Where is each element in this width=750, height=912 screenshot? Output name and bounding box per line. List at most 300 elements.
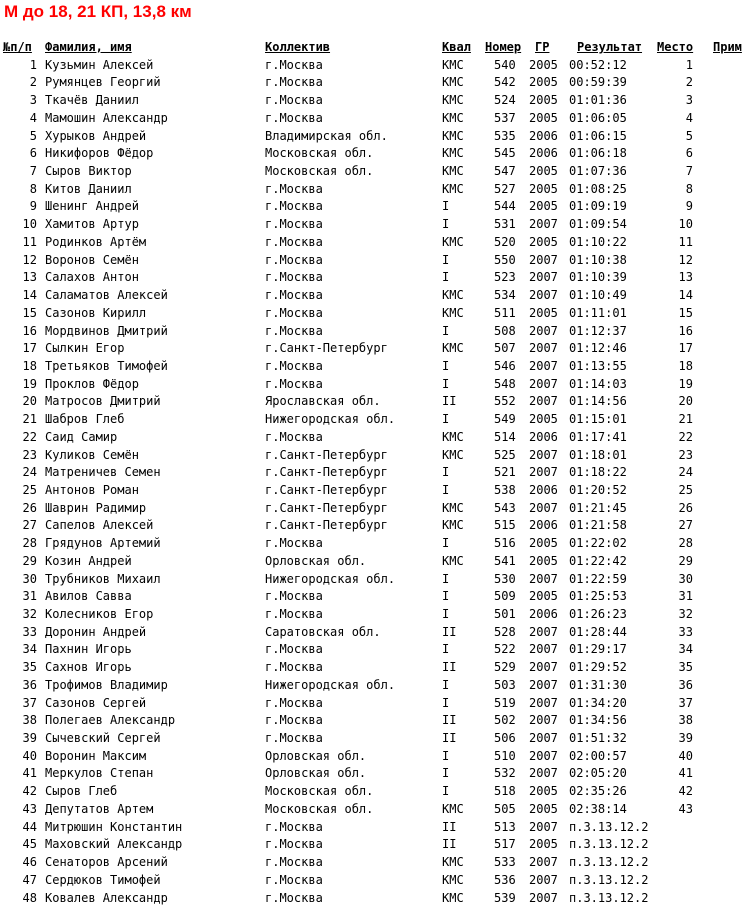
cell-name: Козин Андрей <box>45 553 132 568</box>
cell-club: Ярославская обл. <box>265 394 381 409</box>
cell-rank: КМС <box>442 234 464 249</box>
cell-rank: I <box>442 607 450 621</box>
table-row <box>0 553 750 571</box>
table-row <box>0 606 750 624</box>
cell-name: Ткачёв Даниил <box>45 93 139 108</box>
cell-name: Саламатов Алексей <box>45 288 168 303</box>
cell-num: 39 <box>22 731 37 746</box>
cell-name: Сазонов Кирилл <box>45 305 147 320</box>
cell-place: 15 <box>678 305 693 320</box>
table-row <box>0 535 750 553</box>
cell-bib: 543 <box>494 500 516 515</box>
cell-result: 01:12:46 <box>569 341 627 356</box>
cell-bib: 530 <box>494 571 516 586</box>
cell-result: 01:10:39 <box>569 270 627 285</box>
cell-name: Полегаев Александр <box>45 713 176 728</box>
cell-name: Проклов Фёдор <box>45 376 139 391</box>
cell-rank: КМС <box>442 305 464 320</box>
cell-place: 11 <box>678 234 693 249</box>
cell-bib: 546 <box>494 358 516 373</box>
cell-place: 10 <box>678 217 693 232</box>
cell-year: 2007 <box>529 642 558 657</box>
cell-place: 42 <box>678 784 693 799</box>
table-row <box>0 323 750 341</box>
cell-year: 2005 <box>529 536 558 551</box>
cell-year: 2007 <box>529 677 558 692</box>
cell-result: 01:34:20 <box>569 695 627 710</box>
cell-name: Депутатов Артем <box>45 801 154 816</box>
header-year: ГР <box>535 40 550 54</box>
cell-num: 24 <box>22 465 37 480</box>
table-row <box>0 234 750 252</box>
cell-year: 2007 <box>529 571 558 586</box>
cell-club: Нижегородская обл. <box>265 412 396 427</box>
cell-place: 9 <box>685 199 693 214</box>
cell-place: 22 <box>678 429 693 444</box>
cell-rank: КМС <box>442 93 464 108</box>
cell-result: 01:22:59 <box>569 571 627 586</box>
cell-num: 3 <box>29 93 37 108</box>
cell-rank: КМС <box>442 181 464 196</box>
cell-name: Грядунов Артемий <box>45 536 161 551</box>
cell-result: 01:29:52 <box>569 660 627 675</box>
table-row <box>0 252 750 270</box>
cell-bib: 510 <box>494 748 516 763</box>
cell-rank: II <box>442 394 457 409</box>
cell-bib: 527 <box>494 181 516 196</box>
cell-bib: 540 <box>494 57 516 72</box>
cell-result: 01:26:23 <box>569 607 627 621</box>
cell-name: Хурыков Андрей <box>45 128 147 143</box>
cell-rank: I <box>442 217 450 232</box>
cell-club: г.Москва <box>265 252 323 267</box>
cell-num: 17 <box>22 341 37 356</box>
cell-club: г.Санкт-Петербург <box>265 465 388 480</box>
cell-bib: 505 <box>494 801 516 816</box>
cell-place: 31 <box>678 589 693 604</box>
cell-rank: II <box>442 713 457 728</box>
cell-club: г.Москва <box>265 93 323 108</box>
cell-result: 01:06:15 <box>569 128 627 143</box>
cell-result: 01:07:36 <box>569 164 627 179</box>
cell-bib: 515 <box>494 518 516 533</box>
cell-num: 14 <box>22 288 37 303</box>
table-row <box>0 340 750 358</box>
table-row <box>0 447 750 465</box>
table-row <box>0 571 750 589</box>
cell-club: г.Санкт-Петербург <box>265 482 388 497</box>
table-row <box>0 464 750 482</box>
cell-rank: I <box>442 412 450 427</box>
cell-name: Никифоров Фёдор <box>45 146 154 161</box>
header-rank: Квал <box>442 40 471 54</box>
cell-club: Московская обл. <box>265 801 374 816</box>
cell-num: 41 <box>22 766 37 781</box>
cell-club: г.Москва <box>265 288 323 303</box>
cell-rank: КМС <box>442 75 464 90</box>
cell-club: г.Москва <box>265 305 323 320</box>
cell-name: Матросов Дмитрий <box>45 394 161 409</box>
table-row <box>0 163 750 181</box>
cell-num: 27 <box>22 518 37 533</box>
cell-bib: 502 <box>494 713 516 728</box>
header-name: Фамилия, имя <box>45 40 132 54</box>
cell-num: 42 <box>22 784 37 799</box>
cell-year: 2007 <box>529 358 558 373</box>
cell-year: 2007 <box>529 447 558 462</box>
cell-place: 33 <box>678 624 693 639</box>
cell-bib: 547 <box>494 164 516 179</box>
cell-bib: 548 <box>494 376 516 391</box>
cell-num: 21 <box>22 412 37 427</box>
cell-result: 01:10:38 <box>569 252 627 267</box>
cell-rank: II <box>442 819 457 834</box>
cell-place: 18 <box>678 358 693 373</box>
cell-rank: КМС <box>442 500 464 515</box>
cell-result: 01:31:30 <box>569 677 627 692</box>
cell-rank: КМС <box>442 110 464 125</box>
header-place: Место <box>657 40 694 54</box>
cell-year: 2006 <box>529 518 558 533</box>
cell-name: Румянцев Георгий <box>45 75 161 90</box>
table-row <box>0 376 750 394</box>
cell-result: 02:35:26 <box>569 784 627 799</box>
cell-result: 01:14:03 <box>569 376 627 391</box>
cell-place: 1 <box>685 57 693 72</box>
cell-name: Колесников Егор <box>45 607 154 621</box>
cell-num: 46 <box>22 855 37 870</box>
table-row <box>0 659 750 677</box>
cell-num: 30 <box>22 571 37 586</box>
cell-name: Сапелов Алексей <box>45 518 154 533</box>
cell-year: 2005 <box>529 305 558 320</box>
header-note: Прим <box>713 40 742 54</box>
cell-bib: 507 <box>494 341 516 356</box>
cell-name: Третьяков Тимофей <box>45 358 168 373</box>
cell-club: г.Москва <box>265 217 323 232</box>
table-row <box>0 287 750 305</box>
cell-club: г.Москва <box>265 819 323 834</box>
cell-place: 12 <box>678 252 693 267</box>
cell-year: 2005 <box>529 553 558 568</box>
cell-result: 01:29:17 <box>569 642 627 657</box>
cell-num: 40 <box>22 748 37 763</box>
cell-club: Владимирская обл. <box>265 128 388 143</box>
table-row <box>0 305 750 323</box>
cell-club: г.Санкт-Петербург <box>265 341 388 356</box>
cell-rank: I <box>442 571 450 586</box>
cell-club: г.Москва <box>265 837 323 852</box>
cell-result: 01:21:58 <box>569 518 627 533</box>
cell-year: 2007 <box>529 252 558 267</box>
cell-result: 01:10:49 <box>569 288 627 303</box>
cell-rank: КМС <box>442 855 464 870</box>
cell-year: 2007 <box>529 624 558 639</box>
cell-rank: КМС <box>442 146 464 161</box>
cell-bib: 538 <box>494 482 516 497</box>
table-row <box>0 730 750 748</box>
cell-club: г.Москва <box>265 695 323 710</box>
cell-num: 7 <box>29 164 37 179</box>
cell-year: 2006 <box>529 128 558 143</box>
cell-bib: 518 <box>494 784 516 799</box>
cell-year: 2007 <box>529 695 558 710</box>
cell-place: 17 <box>678 341 693 356</box>
cell-club: г.Москва <box>265 57 323 72</box>
table-row <box>0 145 750 163</box>
cell-club: г.Москва <box>265 358 323 373</box>
cell-rank: I <box>442 695 450 710</box>
cell-rank: I <box>442 465 450 480</box>
cell-place: 29 <box>678 553 693 568</box>
cell-result: 02:00:57 <box>569 748 627 763</box>
cell-club: Московская обл. <box>265 164 374 179</box>
cell-place: 26 <box>678 500 693 515</box>
cell-year: 2005 <box>529 784 558 799</box>
cell-year: 2007 <box>529 731 558 746</box>
table-header <box>0 39 750 57</box>
cell-year: 2007 <box>529 323 558 338</box>
cell-result: 01:14:56 <box>569 394 627 409</box>
cell-name: Пахнин Игорь <box>45 642 132 657</box>
cell-club: Нижегородская обл. <box>265 677 396 692</box>
cell-num: 1 <box>29 57 37 72</box>
cell-result: 01:08:25 <box>569 181 627 196</box>
cell-bib: 514 <box>494 429 516 444</box>
cell-club: Саратовская обл. <box>265 624 381 639</box>
cell-num: 44 <box>22 819 37 834</box>
cell-num: 13 <box>22 270 37 285</box>
cell-name: Меркулов Степан <box>45 766 154 781</box>
table-row <box>0 128 750 146</box>
cell-club: Московская обл. <box>265 784 374 799</box>
cell-result: 01:11:01 <box>569 305 627 320</box>
table-row <box>0 801 750 819</box>
cell-year: 2006 <box>529 146 558 161</box>
table-row <box>0 677 750 695</box>
cell-year: 2007 <box>529 217 558 232</box>
cell-year: 2007 <box>529 341 558 356</box>
cell-result: 01:22:02 <box>569 536 627 551</box>
cell-club: г.Москва <box>265 731 323 746</box>
cell-rank: I <box>442 482 450 497</box>
cell-rank: I <box>442 748 450 763</box>
cell-year: 2007 <box>529 713 558 728</box>
cell-result: 02:05:20 <box>569 766 627 781</box>
cell-club: г.Санкт-Петербург <box>265 447 388 462</box>
table-row <box>0 92 750 110</box>
page-title: М до 18, 21 КП, 13,8 км <box>4 2 192 21</box>
cell-bib: 542 <box>494 75 516 90</box>
header-result: Результат <box>577 40 643 54</box>
table-row <box>0 358 750 376</box>
cell-year: 2005 <box>529 93 558 108</box>
cell-club: г.Москва <box>265 110 323 125</box>
table-body <box>0 57 750 908</box>
cell-bib: 509 <box>494 589 516 604</box>
table-row <box>0 198 750 216</box>
cell-year: 2007 <box>529 855 558 870</box>
cell-year: 2007 <box>529 465 558 480</box>
cell-result: 01:51:32 <box>569 731 627 746</box>
cell-rank: I <box>442 323 450 338</box>
cell-num: 23 <box>22 447 37 462</box>
cell-place: 40 <box>678 748 693 763</box>
cell-year: 2007 <box>529 376 558 391</box>
cell-year: 2005 <box>529 234 558 249</box>
cell-num: 20 <box>22 394 37 409</box>
cell-club: г.Москва <box>265 270 323 285</box>
cell-year: 2007 <box>529 748 558 763</box>
table-row <box>0 588 750 606</box>
cell-result: 01:06:05 <box>569 110 627 125</box>
cell-bib: 521 <box>494 465 516 480</box>
cell-year: 2005 <box>529 589 558 604</box>
cell-club: г.Санкт-Петербург <box>265 500 388 515</box>
cell-bib: 535 <box>494 128 516 143</box>
table-row <box>0 57 750 75</box>
cell-num: 28 <box>22 536 37 551</box>
cell-place: 37 <box>678 695 693 710</box>
cell-club: г.Москва <box>265 855 323 870</box>
cell-rank: II <box>442 660 457 675</box>
table-row <box>0 429 750 447</box>
cell-num: 31 <box>22 589 37 604</box>
cell-bib: 525 <box>494 447 516 462</box>
cell-result: 01:20:52 <box>569 482 627 497</box>
cell-club: г.Москва <box>265 75 323 90</box>
cell-name: Мамошин Александр <box>45 110 168 125</box>
cell-club: г.Москва <box>265 429 323 444</box>
cell-year: 2005 <box>529 837 558 852</box>
cell-bib: 533 <box>494 855 516 870</box>
cell-place: 25 <box>678 482 693 497</box>
cell-result: 01:18:22 <box>569 465 627 480</box>
cell-rank: КМС <box>442 341 464 356</box>
cell-num: 45 <box>22 837 37 852</box>
cell-year: 2005 <box>529 412 558 427</box>
cell-bib: 522 <box>494 642 516 657</box>
table-row <box>0 624 750 642</box>
cell-rank: КМС <box>442 164 464 179</box>
cell-bib: 516 <box>494 536 516 551</box>
table-row <box>0 872 750 890</box>
cell-result: п.3.13.12.2 <box>569 837 649 852</box>
cell-place: 27 <box>678 518 693 533</box>
cell-num: 29 <box>22 553 37 568</box>
table-row <box>0 393 750 411</box>
cell-bib: 503 <box>494 677 516 692</box>
cell-name: Саид Самир <box>45 429 118 444</box>
cell-name: Шенинг Андрей <box>45 199 139 214</box>
cell-rank: КМС <box>442 801 464 816</box>
cell-place: 35 <box>678 660 693 675</box>
cell-result: 01:15:01 <box>569 412 627 427</box>
cell-club: Орловская обл. <box>265 748 367 763</box>
table-row <box>0 748 750 766</box>
cell-bib: 501 <box>494 607 516 621</box>
cell-club: г.Москва <box>265 589 323 604</box>
cell-rank: I <box>442 642 450 657</box>
cell-result: 02:38:14 <box>569 801 627 816</box>
cell-name: Китов Даниил <box>45 181 132 196</box>
cell-name: Хамитов Артур <box>45 217 139 232</box>
cell-result: 01:18:01 <box>569 447 627 462</box>
cell-num: 22 <box>22 429 37 444</box>
cell-bib: 534 <box>494 288 516 303</box>
cell-num: 25 <box>22 482 37 497</box>
cell-year: 2006 <box>529 429 558 444</box>
cell-num: 5 <box>29 128 37 143</box>
cell-rank: КМС <box>442 447 464 462</box>
cell-result: 01:17:41 <box>569 429 627 444</box>
cell-name: Сычевский Сергей <box>45 731 161 746</box>
cell-name: Сердюков Тимофей <box>45 872 161 887</box>
cell-place: 34 <box>678 642 693 657</box>
cell-rank: КМС <box>442 890 464 905</box>
cell-place: 43 <box>678 801 693 816</box>
cell-year: 2007 <box>529 819 558 834</box>
cell-result: 00:59:39 <box>569 75 627 90</box>
header-club: Коллектив <box>265 40 331 54</box>
cell-rank: II <box>442 624 457 639</box>
cell-name: Трофимов Владимир <box>45 677 168 692</box>
cell-rank: КМС <box>442 57 464 72</box>
cell-club: г.Москва <box>265 234 323 249</box>
cell-place: 19 <box>678 376 693 391</box>
cell-year: 2005 <box>529 164 558 179</box>
cell-name: Сыров Глеб <box>45 784 118 799</box>
cell-result: 01:06:18 <box>569 146 627 161</box>
cell-year: 2007 <box>529 270 558 285</box>
cell-club: г.Москва <box>265 536 323 551</box>
table-row <box>0 181 750 199</box>
results-table <box>0 39 750 907</box>
cell-rank: II <box>442 837 457 852</box>
cell-name: Шабров Глеб <box>45 412 125 427</box>
cell-place: 3 <box>685 93 693 108</box>
cell-bib: 506 <box>494 731 516 746</box>
cell-bib: 524 <box>494 93 516 108</box>
cell-bib: 508 <box>494 323 516 338</box>
cell-bib: 545 <box>494 146 516 161</box>
cell-num: 19 <box>22 376 37 391</box>
cell-num: 11 <box>22 234 37 249</box>
cell-name: Кузьмин Алексей <box>45 57 154 72</box>
cell-name: Сазонов Сергей <box>45 695 147 710</box>
cell-club: г.Москва <box>265 199 323 214</box>
table-row <box>0 890 750 908</box>
cell-name: Авилов Савва <box>45 589 132 604</box>
cell-place: 32 <box>678 607 693 621</box>
cell-rank: КМС <box>442 872 464 887</box>
table-row <box>0 836 750 854</box>
cell-num: 48 <box>22 890 37 905</box>
cell-result: 01:01:36 <box>569 93 627 108</box>
cell-result: 00:52:12 <box>569 57 627 72</box>
cell-name: Трубников Михаил <box>45 571 161 586</box>
cell-club: г.Москва <box>265 872 323 887</box>
table-row <box>0 482 750 500</box>
cell-year: 2005 <box>529 801 558 816</box>
cell-num: 10 <box>22 217 37 232</box>
cell-bib: 513 <box>494 819 516 834</box>
cell-club: г.Москва <box>265 323 323 338</box>
cell-bib: 528 <box>494 624 516 639</box>
cell-bib: 536 <box>494 872 516 887</box>
cell-num: 43 <box>22 801 37 816</box>
cell-bib: 519 <box>494 695 516 710</box>
